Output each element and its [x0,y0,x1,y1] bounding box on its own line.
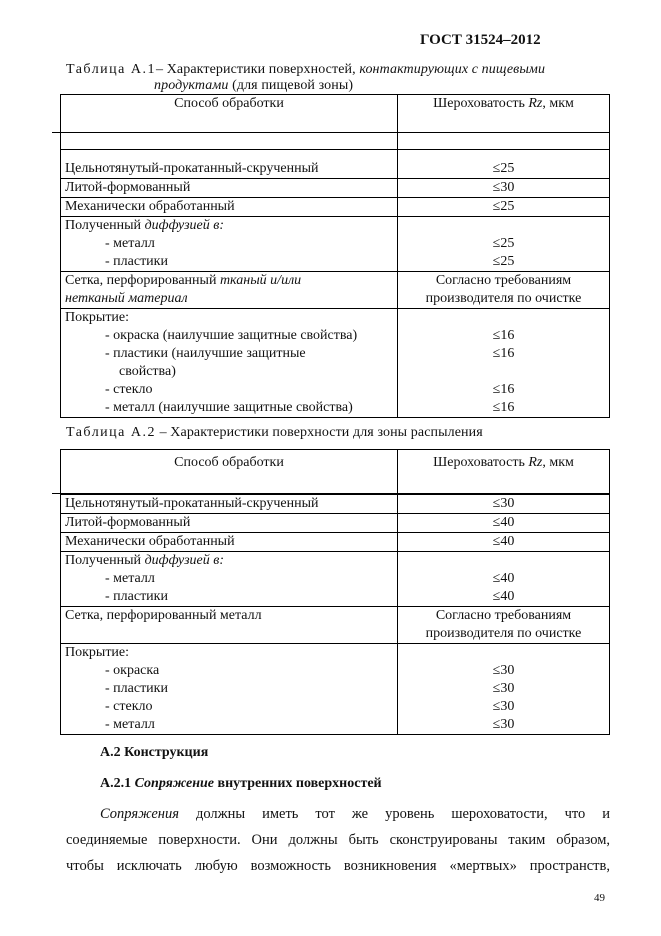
table2-col2-header: Шероховатость Rz, мкм [398,450,610,495]
row-value: ≤40 [398,514,610,533]
table1-caption-label: Таблица А.1 [66,62,156,77]
table2-header-divider [52,493,609,494]
table-row [61,150,610,179]
table-row [61,514,610,533]
row-value: Согласно требованиям производителя по очистке [398,607,610,644]
paragraph-line-1: Сопряжения должны иметь тот же уровень шероховатости, что и [100,806,610,822]
table2-header-row [61,450,610,495]
section-a2-title: А.2 Конструкция [100,745,209,760]
row-label: Покрытие: - окраска - пластики - стекло - металл [61,644,398,735]
row-value: ≤25 ≤25 [398,217,610,272]
table-row [61,272,610,309]
row-value: ≤30 [398,179,610,198]
table-row [61,533,610,552]
table1-caption-sep: – [156,62,167,77]
row-value: ≤40 [398,533,610,552]
table1-caption-tail: (для пищевой зоны) [228,78,354,93]
document-id: ГОСТ 31524–2012 [420,32,541,48]
section-a21-title: А.2.1 Сопряжение внутренних поверхностей [100,776,382,791]
row-label: Механически обработанный [61,198,398,217]
table-row [61,644,610,735]
row-value: ≤25 [398,198,610,217]
table1-caption-italic: контактирующих с пищевыми [359,62,546,77]
table2 [60,449,610,735]
page-number: 49 [594,892,605,904]
table2-caption-label: Таблица А.2 [66,425,156,440]
row-value: ≤30 [398,495,610,514]
table1-caption-italic2: продуктами [154,78,229,93]
table1-col1-header: Способ обработки [61,95,398,150]
table-row [61,552,610,607]
table1-header-divider [52,132,609,133]
table-row [61,607,610,644]
row-value: ≤16 ≤16 ≤16 ≤16 [398,309,610,418]
table-row [61,495,610,514]
row-value: ≤25 [398,150,610,179]
table1-col2-header: Шероховатость Rz, мкм [398,95,610,150]
row-label: Литой-формованный [61,514,398,533]
table-row [61,179,610,198]
table2-caption-text: – Характеристики поверхности для зоны распыления [156,425,483,440]
row-label: Литой-формованный [61,179,398,198]
table-row [61,217,610,272]
row-value: ≤40 ≤40 [398,552,610,607]
row-value: Согласно требованиям производителя по очистке [398,272,610,309]
table1-caption-text: Характеристики поверхностей, [166,62,360,77]
table-row [61,309,610,418]
table2-col1-header: Способ обработки [61,450,398,495]
row-value: ≤30 ≤30 ≤30 ≤30 [398,644,610,735]
row-label: Полученный диффузией в: - металл - пластики [61,552,398,607]
table2-caption [66,425,483,441]
paragraph-line-2: соединяемые поверхности. Они должны быть сконструированы таким образом, [66,832,610,848]
row-label: Цельнотянутый-прокатанный-скрученный [61,495,398,514]
paragraph-line-3: чтобы исключать любую возможность возникновения «мертвых» пространств, [66,858,610,874]
row-label: Полученный диффузией в: - металл - пластики [61,217,398,272]
table1 [60,94,610,418]
row-label: Сетка, перфорированный тканый и/или нетканый материал [61,272,398,309]
row-label: Механически обработанный [61,533,398,552]
table-row [61,198,610,217]
table1-caption [66,62,545,94]
row-label: Цельнотянутый-прокатанный-скрученный [61,150,398,179]
row-label: Сетка, перфорированный металл [61,607,398,644]
row-label: Покрытие: - окраска (наилучшие защитные свойства) - пластики (наилучшие защитные свойства) - стекло - металл (наилучшие защитные свойства) [61,309,398,418]
table1-header-row [61,95,610,150]
